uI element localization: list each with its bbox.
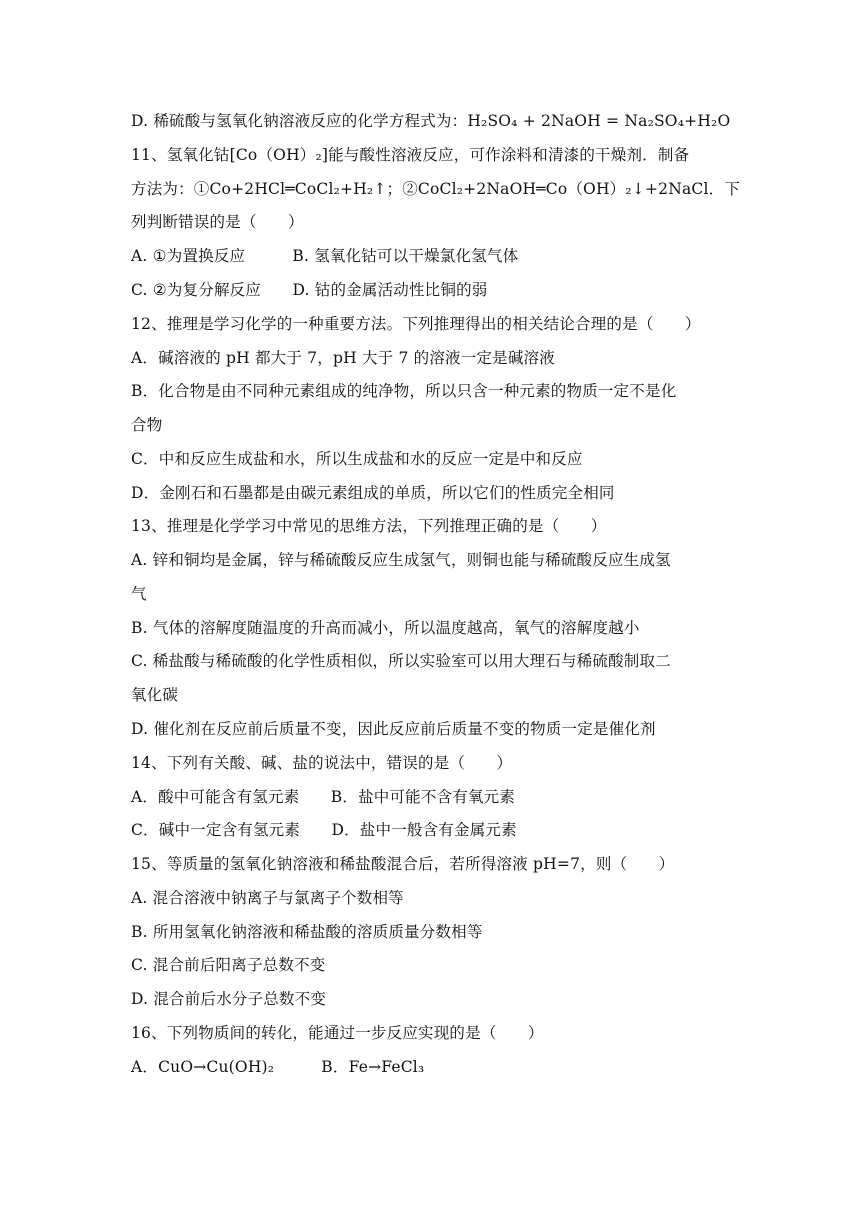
text-line: 气 xyxy=(131,585,147,603)
option-line: D. 催化剂在反应前后质量不变，因此反应前后质量不变的物质一定是催化剂 xyxy=(131,720,656,738)
question-15-stem: 15、等质量的氢氧化钠溶液和稀盐酸混合后，若所得溶液 pH=7，则（ ） xyxy=(131,855,675,873)
option-line: A. 混合溶液中钠离子与氯离子个数相等 xyxy=(131,889,404,907)
option-line: D. 混合前后水分子总数不变 xyxy=(131,990,327,1008)
question-13-stem: 13、推理是化学学习中常见的思维方法，下列推理正确的是（ ） xyxy=(131,517,607,535)
options-line: C. ②为复分解反应 D. 钴的金属活动性比铜的弱 xyxy=(131,281,488,299)
text-line: 氧化碳 xyxy=(131,686,179,704)
question-12-stem: 12、推理是学习化学的一种重要方法。下列推理得出的相关结论合理的是（ ） xyxy=(131,315,701,333)
question-11-stem: 11、氢氧化钴[Co（OH）₂]能与酸性溶液反应，可作涂料和清漆的干燥剂．制备 xyxy=(131,146,690,164)
text-line: D. 稀硫酸与氢氧化钠溶液反应的化学方程式为：H₂SO₄ + 2NaOH = Na₂SO₄+H₂O xyxy=(131,112,731,130)
text-line: 列判断错误的是（ ） xyxy=(131,213,304,231)
question-16-stem: 16、下列物质间的转化，能通过一步反应实现的是（ ） xyxy=(131,1024,544,1042)
options-line: C．碱中一定含有氢元素 D．盐中一般含有金属元素 xyxy=(131,821,517,839)
text-line: 方法为：①Co+2HCl═CoCl₂+H₂↑；②CoCl₂+2NaOH═Co（OH）₂↓+2NaCl．下 xyxy=(131,180,741,198)
options-line: A．CuO→Cu(OH)₂ B．Fe→FeCl₃ xyxy=(131,1058,425,1076)
question-14-stem: 14、下列有关酸、碱、盐的说法中，错误的是（ ） xyxy=(131,754,513,772)
option-line: A．碱溶液的 pH 都大于 7，pH 大于 7 的溶液一定是碱溶液 xyxy=(131,349,555,367)
options-line: A. ①为置换反应 B. 氢氧化钴可以干燥氯化氢气体 xyxy=(131,247,519,265)
option-line: C．中和反应生成盐和水，所以生成盐和水的反应一定是中和反应 xyxy=(131,450,583,468)
option-line: B. 气体的溶解度随温度的升高而减小，所以温度越高，氧气的溶解度越小 xyxy=(131,619,640,637)
option-line: C. 稀盐酸与稀硫酸的化学性质相似，所以实验室可以用大理石与稀硫酸制取二 xyxy=(131,652,671,670)
option-line: A. 锌和铜均是金属，锌与稀硫酸反应生成氢气，则铜也能与稀硫酸反应生成氢 xyxy=(131,551,671,569)
text-line: 合物 xyxy=(131,416,163,434)
option-line: C. 混合前后阳离子总数不变 xyxy=(131,956,326,974)
option-line: B．化合物是由不同种元素组成的纯净物，所以只含一种元素的物质一定不是化 xyxy=(131,382,677,400)
option-line: B. 所用氢氧化钠溶液和稀盐酸的溶质质量分数相等 xyxy=(131,923,483,941)
option-line: D．金刚石和石墨都是由碳元素组成的单质，所以它们的性质完全相同 xyxy=(131,484,615,502)
options-line: A．酸中可能含有氢元素 B．盐中可能不含有氧元素 xyxy=(131,788,516,806)
